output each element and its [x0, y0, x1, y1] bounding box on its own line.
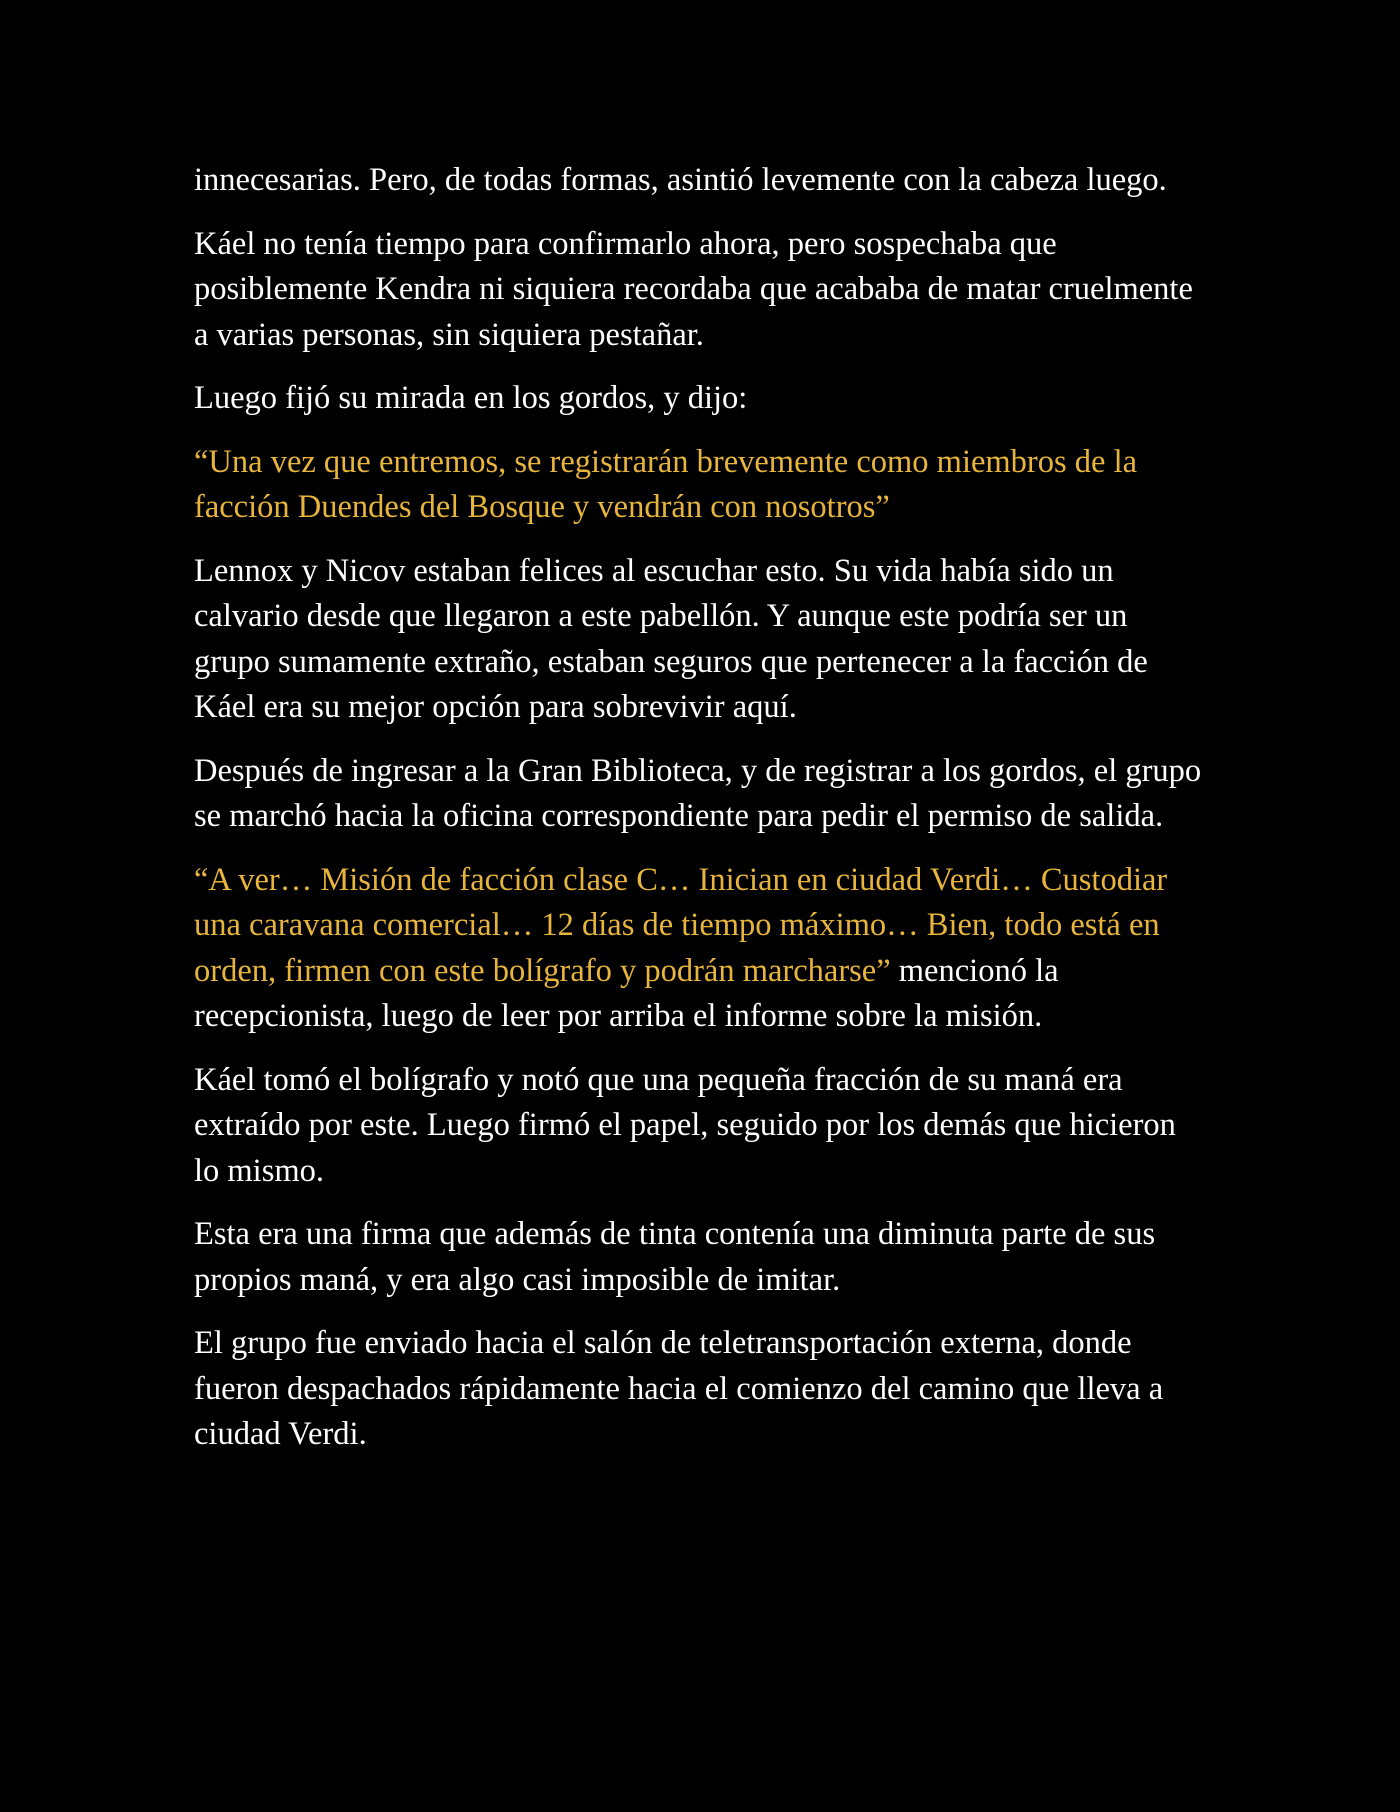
- paragraph: Luego fijó su mirada en los gordos, y dijo:: [194, 380, 748, 416]
- paragraph: Káel tomó el bolígrafo y notó que una pequeña fracción de su maná era extraído por este. Luego firmó el papel, seguido por los demás que hicieron lo mismo.: [194, 1061, 1176, 1189]
- narration-span: mencionó la recepcionista, luego de leer por arriba el informe sobre la misión.: [194, 952, 1059, 1034]
- dialogue-paragraph: “Una vez que entremos, se registrarán brevemente como miembros de la facción Duendes del Bosque y vendrán con nosotros”: [194, 443, 1138, 525]
- dialogue-span: “A ver… Misión de facción clase C… Inician en ciudad Verdi… Custodiar una caravana comercial… 12 días de tiempo máximo… Bien, todo está en orden, firmen con este bolígrafo y podrán marcharse”: [194, 861, 1168, 989]
- paragraph: Esta era una firma que además de tinta contenía una diminuta parte de sus propios maná, y era algo casi imposible de imitar.: [194, 1216, 1156, 1298]
- paragraph: innecesarias. Pero, de todas formas, asintió levemente con la cabeza luego.: [194, 162, 1167, 198]
- paragraph: Lennox y Nicov estaban felices al escuchar esto. Su vida había sido un calvario desde que llegaron a este pabellón. Y aunque este podría ser un grupo sumamente extraño, estaban seguros que pertenecer a la facción de Káel era su mejor opción para sobrevivir aquí.: [194, 552, 1148, 725]
- paragraph: Después de ingresar a la Gran Biblioteca, y de registrar a los gordos, el grupo se marchó hacia la oficina correspondiente para pedir el permiso de salida.: [194, 752, 1202, 834]
- page-body: [194, 158, 1206, 1476]
- paragraph: El grupo fue enviado hacia el salón de teletransportación externa, donde fueron despachados rápidamente hacia el comienzo del camino que lleva a ciudad Verdi.: [194, 1325, 1164, 1452]
- paragraph: Káel no tenía tiempo para confirmarlo ahora, pero sospechaba que posiblemente Kendra ni siquiera recordaba que acababa de matar cruelmente a varias personas, sin siquiera pestañar.: [194, 225, 1193, 353]
- mixed-paragraph: [194, 858, 1206, 1040]
